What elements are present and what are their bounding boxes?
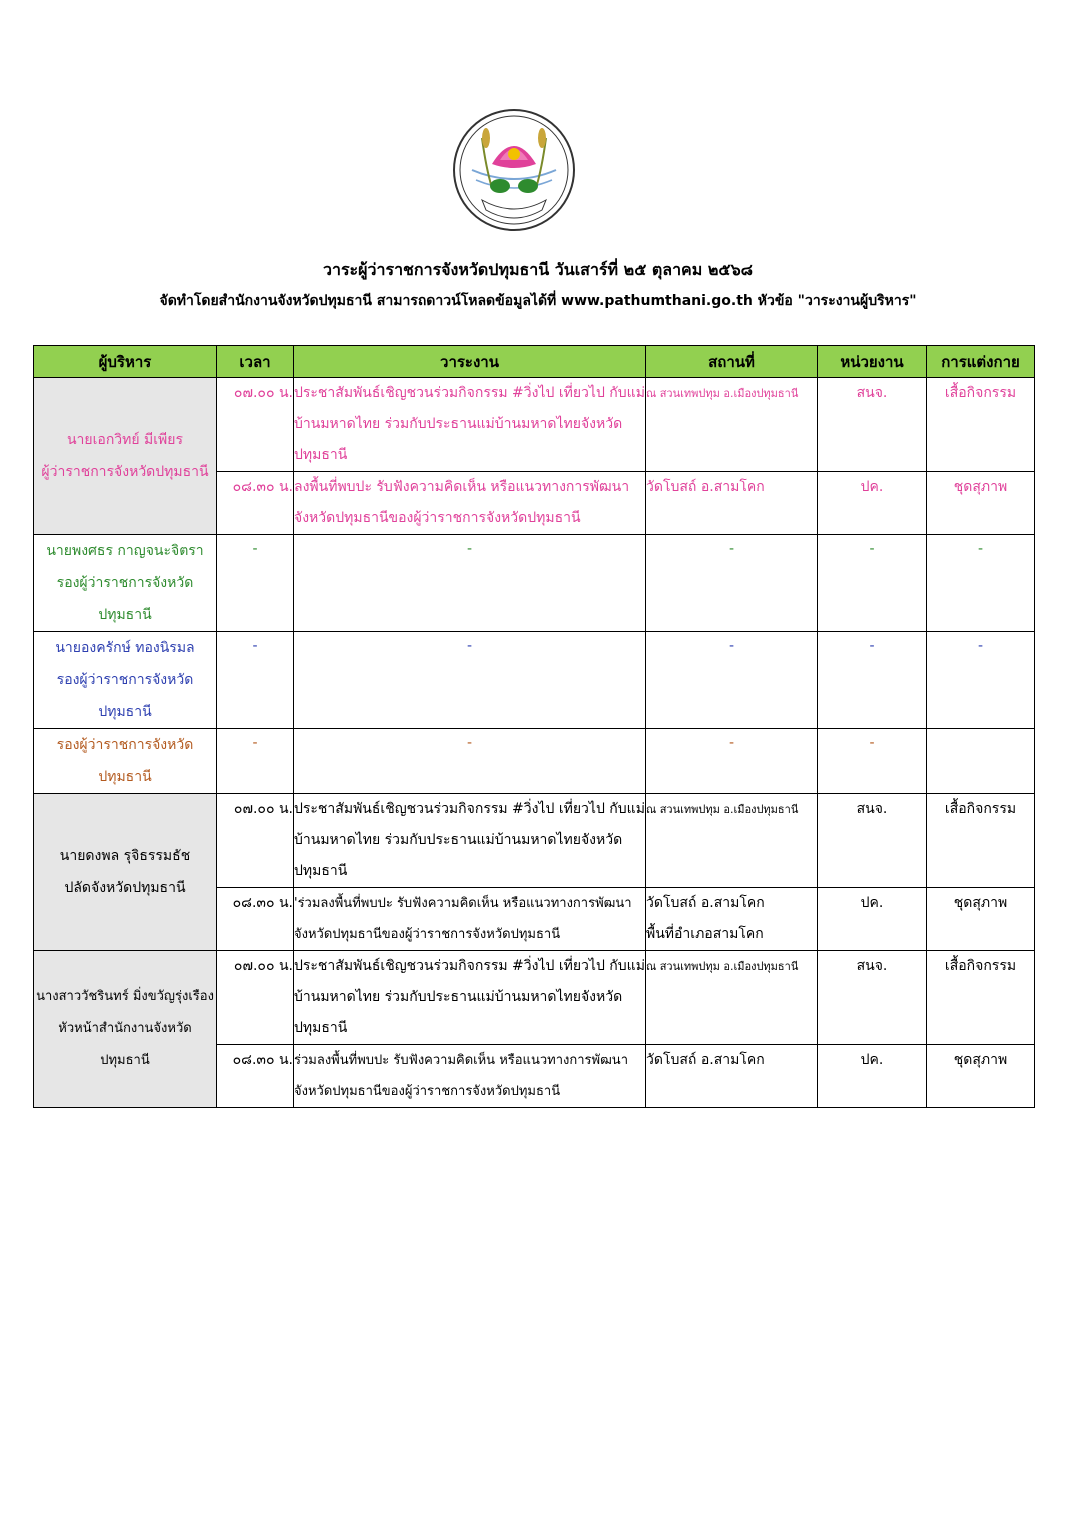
executive-name: นายองครักษ์ ทองนิรมล [55,640,195,656]
place-cell: - [646,729,818,794]
time-cell: ๐๘.๓๐ น. [217,1045,294,1108]
schedule-table [33,345,1035,1108]
page-subtitle: จัดทำโดยสำนักงานจังหวัดปทุมธานี สามารถดาวน์โหลดข้อมูลได้ที่ www.pathumthani.go.th หัวข้อ "วาระงานผู้บริหาร" [159,293,917,309]
dress-cell: ชุดสุภาพ [927,1045,1035,1108]
time-cell: ๐๘.๓๐ น. [217,888,294,951]
agenda-cell: ร่วมลงพื้นที่พบปะ รับฟังความคิดเห็น หรือแนวทางการพัฒนาจังหวัดปทุมธานีของผู้ว่าราชการจังหวัดปทุมธานี [294,1045,646,1108]
table-row [34,794,1035,888]
table-row [34,729,1035,794]
unit-cell: สนจ. [818,794,927,888]
agenda-cell: - [294,729,646,794]
executive-position: หัวหน้าสำนักงานจังหวัดปทุมธานี [58,1021,192,1068]
place-cell: วัดโบสถ์ อ.สามโคก [646,472,818,535]
executive-cell [34,632,217,729]
executive-cell [34,535,217,632]
place-line: พื้นที่อำเภอสามโคก [646,926,764,942]
dress-cell: เสื้อกิจกรรม [927,951,1035,1045]
time-cell: ๐๗.๐๐ น. [217,378,294,472]
table-header-row [34,346,1035,378]
unit-cell: ปค. [818,472,927,535]
executive-cell [34,729,217,794]
dress-cell: เสื้อกิจกรรม [927,794,1035,888]
unit-cell: - [818,729,927,794]
executive-name: นายเอกวิทย์ มีเพียร [66,432,183,448]
unit-cell: - [818,632,927,729]
dress-cell: ชุดสุภาพ [927,888,1035,951]
agenda-cell: - [294,535,646,632]
col-header-agenda: วาระงาน [294,346,646,378]
unit-cell: สนจ. [818,951,927,1045]
executive-position: รองผู้ว่าราชการจังหวัดปทุมธานี [56,737,194,785]
executive-cell [34,378,217,535]
unit-cell: สนจ. [818,378,927,472]
agenda-cell: ประชาสัมพันธ์เชิญชวนร่วมกิจกรรม #วิ่งไป เที่ยวไป กับแม่บ้านมหาดไทย ร่วมกับประธานแม่บ้านมหาดไทยจังหวัดปทุมธานี [294,951,646,1045]
pathum-thani-seal-icon [452,108,576,232]
place-cell: ณ สวนเทพปทุม อ.เมืองปทุมธานี [646,951,818,1045]
executive-cell [34,951,217,1108]
col-header-dress: การแต่งกาย [927,346,1035,378]
place-cell: - [646,535,818,632]
dress-cell: เสื้อกิจกรรม [927,378,1035,472]
page-title: วาระผู้ว่าราชการจังหวัดปทุมธานี วันเสาร์ที่ ๒๕ ตุลาคม ๒๕๖๘ [322,260,754,279]
place-cell: ณ สวนเทพปทุม อ.เมืองปทุมธานี [646,794,818,888]
executive-name: นางสาววัชรินทร์ มิ่งขวัญรุ่งเรือง [36,989,214,1004]
table-row [34,632,1035,729]
place-line: วัดโบสถ์ อ.สามโคก [646,895,765,911]
col-header-unit: หน่วยงาน [818,346,927,378]
table-row [34,951,1035,1045]
agenda-cell: ประชาสัมพันธ์เชิญชวนร่วมกิจกรรม #วิ่งไป เที่ยวไป กับแม่บ้านมหาดไทย ร่วมกับประธานแม่บ้านมหาดไทยจังหวัดปทุมธานี [294,794,646,888]
time-cell: - [217,535,294,632]
unit-cell: ปค. [818,1045,927,1108]
place-cell: วัดโบสถ์ อ.สามโคก [646,1045,818,1108]
agenda-cell: ประชาสัมพันธ์เชิญชวนร่วมกิจกรรม #วิ่งไป เที่ยวไป กับแม่บ้านมหาดไทย ร่วมกับประธานแม่บ้านมหาดไทยจังหวัดปทุมธานี [294,378,646,472]
place-cell: - [646,632,818,729]
executive-cell [34,794,217,951]
place-cell [646,888,818,951]
unit-cell: ปค. [818,888,927,951]
dress-cell: - [927,632,1035,729]
time-cell: ๐๗.๐๐ น. [217,951,294,1045]
col-header-time: เวลา [217,346,294,378]
time-cell: - [217,632,294,729]
executive-name: นายดงพล รุจิธรรมธัช [59,848,191,864]
executive-name: นายพงศธร กาญจนะจิตรา [46,543,204,559]
dress-cell: ชุดสุภาพ [927,472,1035,535]
col-header-place: สถานที่ [646,346,818,378]
time-cell: ๐๘.๓๐ น. [217,472,294,535]
table-row [34,378,1035,472]
place-cell: ณ สวนเทพปทุม อ.เมืองปทุมธานี [646,378,818,472]
dress-cell [927,729,1035,794]
unit-cell: - [818,535,927,632]
table-row [34,535,1035,632]
dress-cell: - [927,535,1035,632]
agenda-cell: 'ร่วมลงพื้นที่พบปะ รับฟังความคิดเห็น หรือแนวทางการพัฒนาจังหวัดปทุมธานีของผู้ว่าราชการจังหวัดปทุมธานี [294,888,646,951]
executive-position: รองผู้ว่าราชการจังหวัดปทุมธานี [56,672,194,720]
time-cell: ๐๗.๐๐ น. [217,794,294,888]
agenda-cell: ลงพื้นที่พบปะ รับฟังความคิดเห็น หรือแนวทางการพัฒนาจังหวัดปทุมธานีของผู้ว่าราชการจังหวัดปทุมธานี [294,472,646,535]
executive-position: ผู้ว่าราชการจังหวัดปทุมธานี [41,464,209,480]
agenda-cell: - [294,632,646,729]
executive-position: ปลัดจังหวัดปทุมธานี [64,880,186,896]
executive-position: รองผู้ว่าราชการจังหวัดปทุมธานี [56,575,194,623]
time-cell: - [217,729,294,794]
col-header-executive: ผู้บริหาร [34,346,217,378]
